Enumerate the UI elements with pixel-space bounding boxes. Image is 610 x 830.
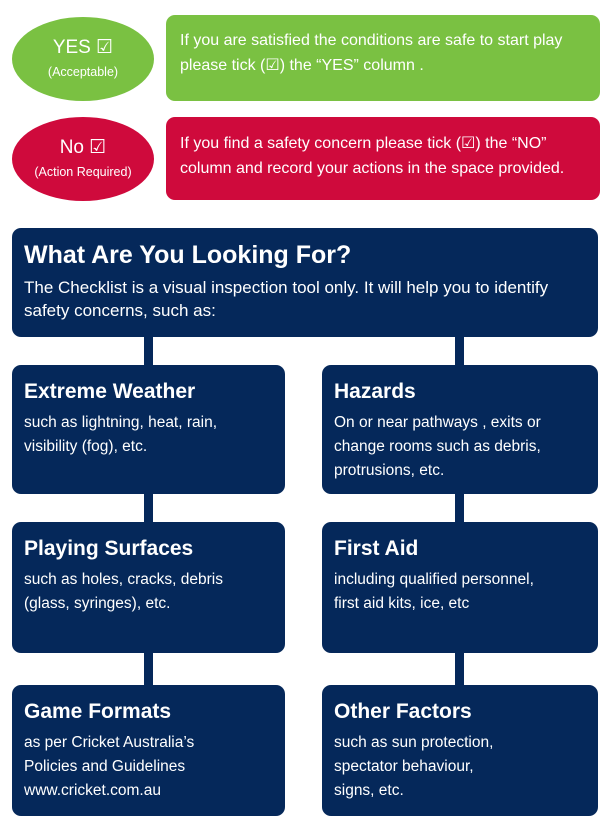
connector-left-1 — [144, 337, 153, 365]
card-description: such as lightning, heat, rain, visibility (fog), etc. — [24, 414, 218, 455]
connector-right-2 — [455, 494, 464, 522]
what-are-you-looking-for-box — [12, 228, 598, 337]
card-title: Hazards — [334, 380, 416, 403]
connector-right-1 — [455, 337, 464, 365]
connector-right-3 — [455, 653, 464, 685]
card-title: Game Formats — [24, 700, 172, 723]
yes-instruction-box — [166, 15, 600, 101]
card-title: Playing Surfaces — [24, 537, 194, 560]
no-instruction-box — [166, 117, 600, 200]
yes-label: YES ☑ — [52, 37, 114, 58]
card-description: as per Cricket Australia’s Policies and Guidelines www.cricket.com.au — [24, 734, 195, 799]
yes-oval — [12, 17, 154, 101]
no-label: No ☑ — [59, 137, 107, 158]
card-description: such as holes, cracks, debris (glass, syringes), etc. — [24, 571, 224, 612]
card-game-formats — [12, 685, 285, 816]
connector-left-3 — [144, 653, 153, 685]
yes-sublabel: (Acceptable) — [47, 65, 119, 79]
connector-left-2 — [144, 494, 153, 522]
card-extreme-weather — [12, 365, 285, 494]
card-title: Extreme Weather — [24, 380, 196, 403]
no-instruction-text: If you find a safety concern please tick (☑) the “NO” column and record your actions in the space provided. — [180, 135, 565, 177]
card-description: On or near pathways , exits or change rooms such as debris, protrusions, etc. — [334, 414, 541, 479]
card-first-aid — [322, 522, 598, 653]
card-title: First Aid — [334, 537, 419, 560]
card-description: including qualified personnel, first aid kits, ice, etc — [334, 571, 534, 612]
no-oval — [12, 117, 154, 201]
card-hazards — [322, 365, 598, 494]
card-title: Other Factors — [334, 700, 472, 723]
card-other-factors — [322, 685, 598, 816]
no-sublabel: (Action Required) — [34, 165, 132, 179]
main-description: The Checklist is a visual inspection tool only. It will help you to identify safety concerns, such as: — [24, 278, 549, 320]
main-title: What Are You Looking For? — [24, 241, 352, 269]
card-playing-surfaces — [12, 522, 285, 653]
yes-instruction-text: If you are satisfied the conditions are safe to start play please tick (☑) the “YES” column . — [180, 32, 563, 74]
card-description: such as sun protection, spectator behaviour, signs, etc. — [334, 734, 494, 799]
